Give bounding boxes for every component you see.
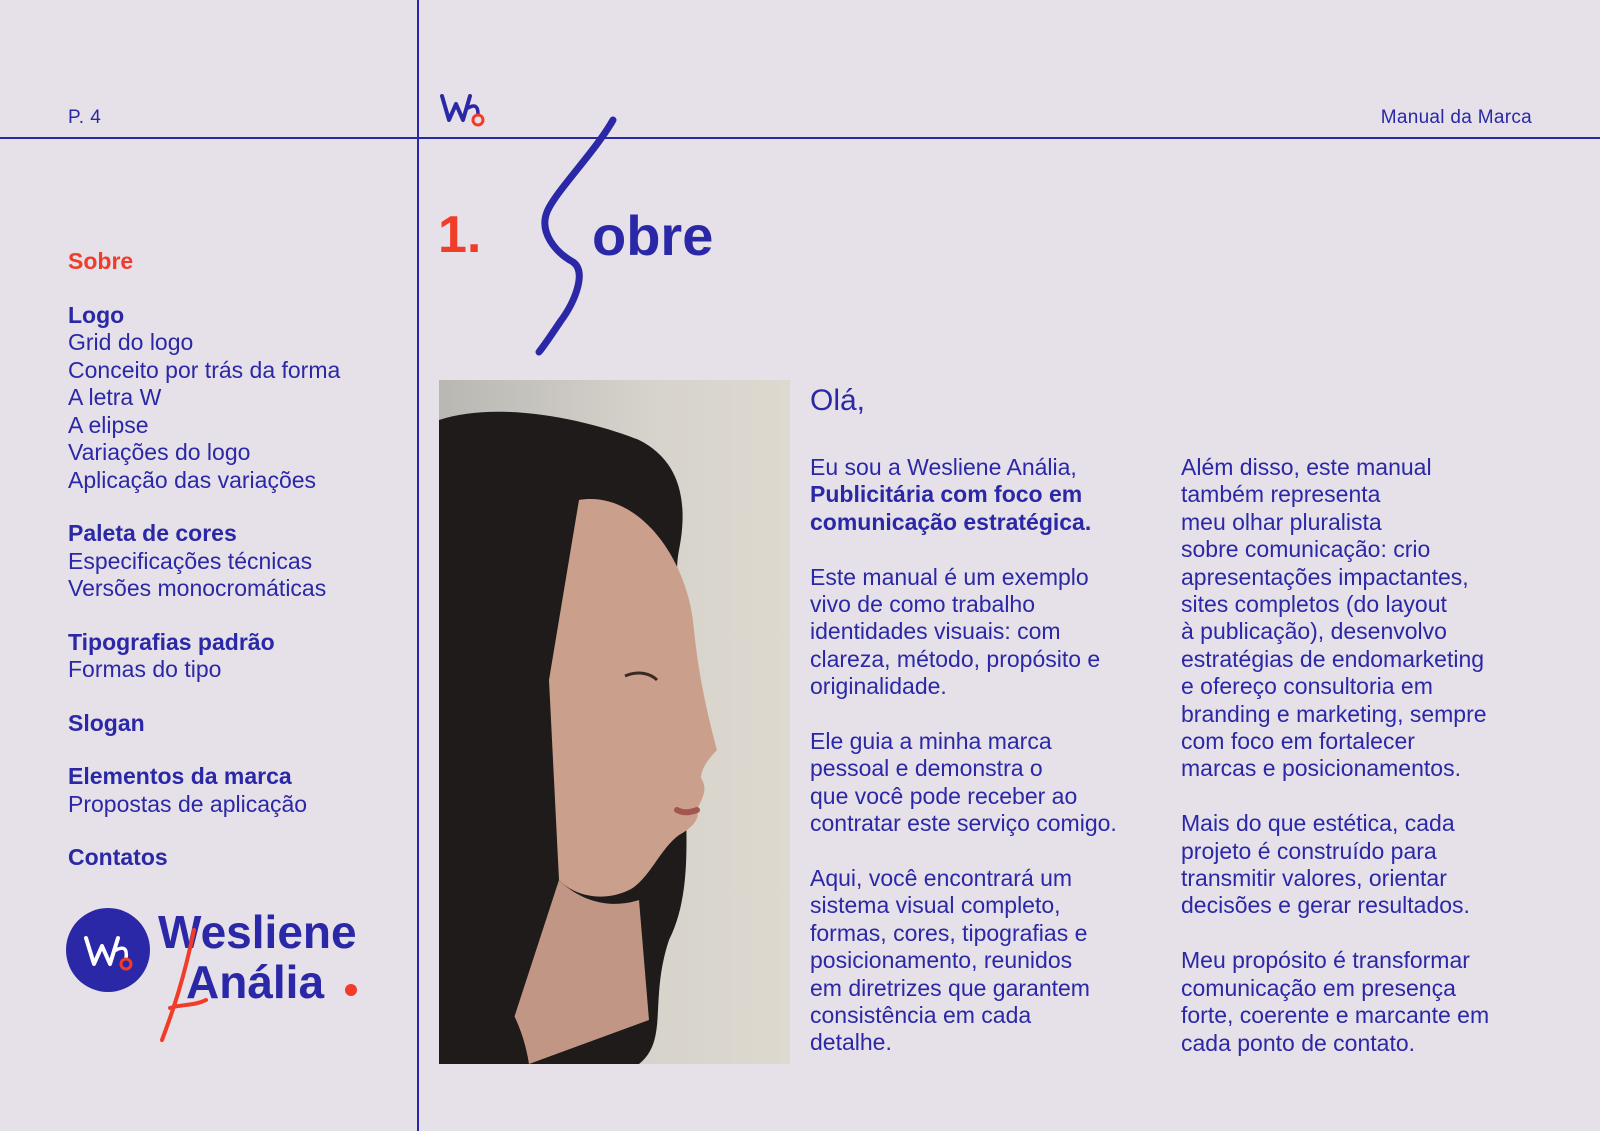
toc-item[interactable]: A letra W: [68, 384, 162, 410]
intro-bold-text: Publicitária com foco em comunicação estratégica.: [810, 481, 1092, 535]
portrait-illustration: [439, 380, 790, 1064]
toc-heading-paleta[interactable]: Paleta de cores: [68, 520, 237, 546]
toc-heading-slogan[interactable]: Slogan: [68, 709, 145, 736]
toc-item[interactable]: Aplicação das variações: [68, 466, 317, 493]
greeting: Olá,: [810, 384, 866, 417]
manual-title: Manual da Marca: [1380, 107, 1532, 128]
vertical-divider: [417, 0, 419, 1131]
toc-item[interactable]: Variações do logo: [68, 439, 251, 465]
toc-group-sobre: [68, 248, 408, 276]
toc-item[interactable]: Conceito por trás da forma: [68, 356, 341, 383]
horizontal-divider: [0, 137, 1600, 139]
brand-logo: [66, 908, 406, 1068]
toc-group-contatos: [68, 844, 408, 872]
toc-group-tipografias: [68, 629, 408, 684]
brand-name-line2: Anália: [186, 956, 325, 1008]
toc-item[interactable]: A elipse: [68, 411, 149, 438]
toc-group-logo: [68, 302, 408, 495]
page-number: P. 4: [68, 107, 102, 128]
portrait-photo: [439, 380, 790, 1064]
toc-item[interactable]: Especificações técnicas: [68, 547, 313, 574]
toc-heading-elementos[interactable]: Elementos da marca: [68, 763, 292, 789]
toc-item[interactable]: Versões monocromáticas: [68, 575, 327, 601]
toc-heading-sobre[interactable]: Sobre: [68, 248, 134, 274]
toc-group-slogan: [68, 710, 408, 738]
brand-name-line1: Wesliene: [158, 908, 357, 958]
toc-heading-logo[interactable]: Logo: [68, 301, 125, 328]
header-logo-icon: [438, 90, 486, 128]
section-number: 1.: [438, 206, 482, 264]
body-column-1: [810, 454, 1170, 1084]
table-of-contents: [68, 248, 408, 898]
body-paragraph: Além disso, este manual também representa meu olhar pluralista sobre comunicação: crio apresentações impactantes, sites completos (do layout à publicação), desenvolvo estratégias de endomarketing e ofereço consultoria em branding e marketing, sempre com foco em fortalecer marcas e posicionamentos.: [1181, 454, 1487, 782]
toc-item[interactable]: Grid do logo: [68, 329, 194, 355]
body-paragraph: Aqui, você encontrará um sistema visual completo, formas, cores, tipografias e posicionamento, reunidos em diretrizes que garantem consistência em cada detalhe.: [810, 865, 1090, 1056]
toc-group-elementos: [68, 763, 408, 818]
body-paragraph: Meu propósito é transformar comunicação em presença forte, coerente e marcante em cada ponto de contato.: [1181, 947, 1490, 1056]
brand-circle-icon: [66, 908, 150, 992]
toc-group-paleta: [68, 520, 408, 603]
intro-paragraph: Eu sou a Wesliene Anália, Publicitária com foco em comunicação estratégica.: [810, 454, 1092, 535]
body-paragraph: Este manual é um exemplo vivo de como trabalho identidades visuais: com clareza, método, propósito e originalidade.: [810, 563, 1101, 700]
body-column-2: [1181, 454, 1541, 1084]
toc-item[interactable]: Propostas de aplicação: [68, 790, 308, 817]
body-paragraph: Mais do que estética, cada projeto é construído para transmitir valores, orientar decisões e gerar resultados.: [1181, 810, 1470, 919]
toc-item[interactable]: Formas do tipo: [68, 656, 222, 682]
section-title: obre: [592, 204, 714, 267]
body-paragraph: Ele guia a minha marca pessoal e demonstra o que você pode receber ao contratar este serviço comigo.: [810, 728, 1117, 837]
toc-heading-tipografias[interactable]: Tipografias padrão: [68, 628, 275, 655]
toc-heading-contatos[interactable]: Contatos: [68, 844, 168, 870]
